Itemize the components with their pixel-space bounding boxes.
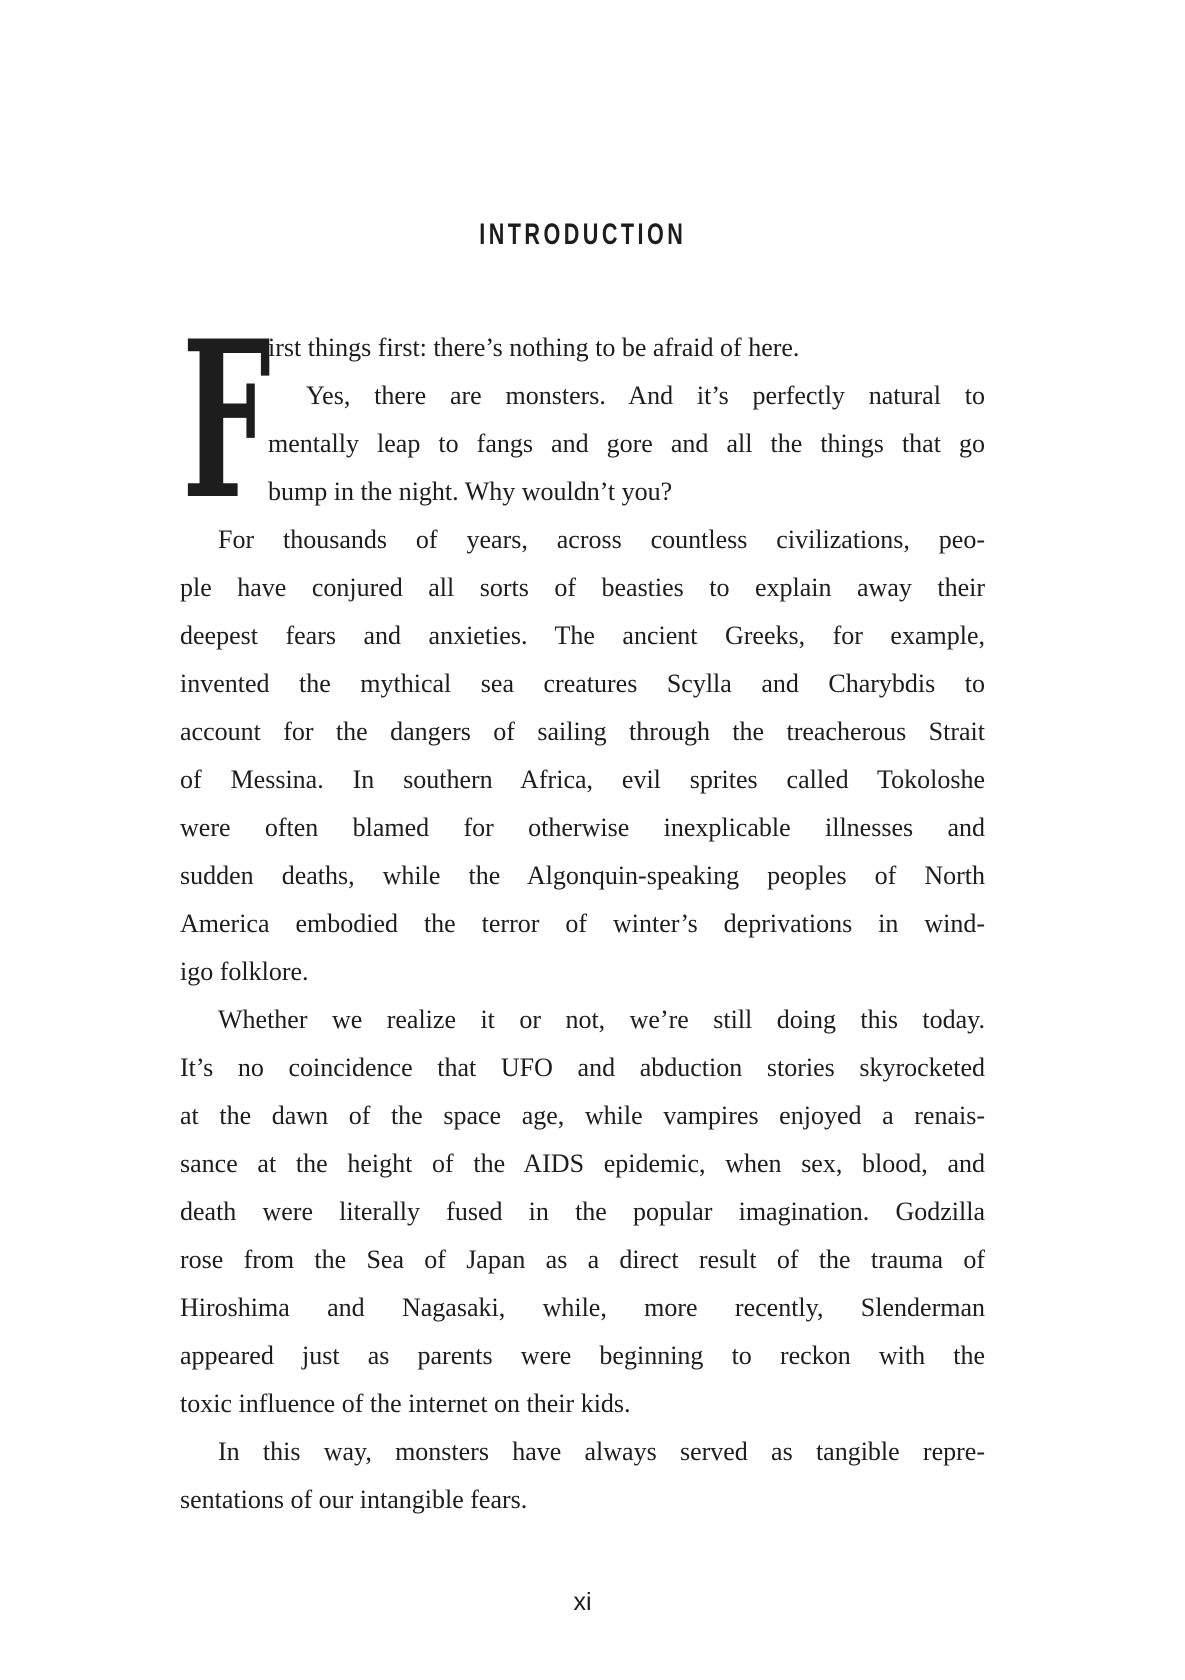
paragraph [180, 516, 985, 996]
paragraph [180, 996, 985, 1428]
text-line: rose from the Sea of Japan as a direct result of the trauma of [180, 1245, 985, 1274]
paragraph [180, 324, 985, 372]
text-line: of Messina. In southern Africa, evil sprites called Tokoloshe [180, 765, 985, 794]
drop-cap [180, 293, 271, 547]
chapter-header [180, 220, 985, 250]
text-line: were often blamed for otherwise inexplicable illnesses and [180, 813, 985, 842]
text-line: irst things first: there’s nothing to be afraid of here. [268, 333, 800, 362]
text-line: mentally leap to fangs and gore and all the things that go [268, 429, 985, 458]
paragraph [180, 372, 985, 516]
text-line: toxic influence of the internet on their kids. [180, 1389, 631, 1418]
text-line: sudden deaths, while the Algonquin-speaking peoples of North [180, 861, 985, 890]
text-line: America embodied the terror of winter’s deprivations in wind- [180, 909, 985, 938]
text-line: In this way, monsters have always served as tangible repre- [218, 1437, 985, 1466]
text-line: For thousands of years, across countless civilizations, peo- [218, 525, 985, 554]
chapter-title: INTRODUCTION [478, 218, 687, 251]
text-line: ple have conjured all sorts of beasties to explain away their [180, 573, 985, 602]
text-line: death were literally fused in the popular imagination. Godzilla [180, 1197, 985, 1226]
paragraph [180, 1428, 985, 1524]
drop-cap-letter: F [182, 293, 271, 547]
body-text [180, 293, 985, 1524]
text-line: account for the dangers of sailing through the treacherous Strait [180, 717, 985, 746]
text-line: deepest fears and anxieties. The ancient Greeks, for example, [180, 621, 985, 650]
page-number: xi [573, 1588, 592, 1616]
text-line: sentations of our intangible fears. [180, 1485, 528, 1514]
page-footer [180, 1588, 985, 1617]
text-line: Yes, there are monsters. And it’s perfectly natural to [306, 381, 985, 410]
text-line: bump in the night. Why wouldn’t you? [268, 477, 673, 506]
text-line: invented the mythical sea creatures Scylla and Charybdis to [180, 669, 985, 698]
text-line: Hiroshima and Nagasaki, while, more recently, Slenderman [180, 1293, 985, 1322]
text-line: It’s no coincidence that UFO and abduction stories skyrocketed [180, 1053, 985, 1082]
text-line: appeared just as parents were beginning to reckon with the [180, 1341, 985, 1370]
text-line: at the dawn of the space age, while vampires enjoyed a renais- [180, 1101, 985, 1130]
text-line: igo folklore. [180, 957, 309, 986]
text-line: Whether we realize it or not, we’re still doing this today. [218, 1005, 985, 1034]
text-line: sance at the height of the AIDS epidemic, when sex, blood, and [180, 1149, 985, 1178]
